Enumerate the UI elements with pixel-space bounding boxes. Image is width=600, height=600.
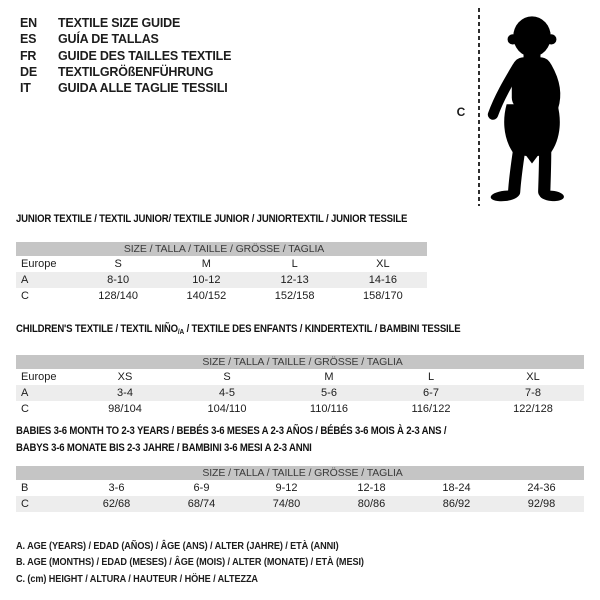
table-row-age-months bbox=[16, 480, 584, 496]
lang-code: ES bbox=[20, 32, 37, 47]
age-cell: 4-5 bbox=[176, 385, 278, 401]
size-header-row bbox=[16, 466, 584, 480]
junior-size-table bbox=[16, 242, 427, 304]
row-label: Europe bbox=[21, 258, 57, 270]
row-label: B bbox=[21, 482, 29, 494]
height-cell: 92/98 bbox=[499, 496, 584, 512]
size-cell: L bbox=[291, 258, 298, 270]
measurement-figure bbox=[450, 8, 598, 212]
age-cell: 12-18 bbox=[357, 482, 386, 494]
table-row-height bbox=[16, 496, 584, 512]
note-age-months: B. AGE (MONTHS) / EDAD (MESES) / ÂGE (MOIS) / ALTER (MONATE) / ETÀ (MESI) bbox=[16, 556, 364, 569]
babies-section bbox=[16, 423, 584, 512]
row-label: A bbox=[16, 385, 74, 401]
age-cell: 3-4 bbox=[74, 385, 176, 401]
size-cell: XL bbox=[526, 371, 540, 383]
height-cell: 80/86 bbox=[329, 496, 414, 512]
size-cell: M bbox=[324, 371, 334, 383]
size-header-row bbox=[16, 242, 427, 256]
age-cell: 24-36 bbox=[527, 482, 556, 494]
table-row-age bbox=[16, 272, 427, 288]
height-cell: 158/170 bbox=[362, 290, 403, 302]
title-part: / TEXTILE DES ENFANTS / KINDERTEXTIL / BAMBINI TESSILE bbox=[184, 323, 461, 335]
children-size-table bbox=[16, 355, 584, 417]
lang-row-fr bbox=[20, 48, 231, 64]
table-row-europe bbox=[16, 256, 427, 272]
lang-title: GUIDE DES TAILLES TEXTILE bbox=[58, 48, 232, 63]
baby-silhouette bbox=[485, 9, 579, 207]
lang-title: TEXTILGRÖßENFÜHRUNG bbox=[58, 65, 214, 80]
height-measure-label: C bbox=[456, 105, 466, 119]
size-cell: L bbox=[427, 371, 435, 383]
row-label: C bbox=[21, 290, 29, 302]
height-cell: 116/122 bbox=[411, 403, 451, 415]
babies-size-table bbox=[16, 466, 584, 512]
size-cell: XS bbox=[117, 371, 133, 383]
size-header-row bbox=[16, 355, 584, 369]
size-cell: XL bbox=[376, 258, 390, 270]
height-cell: 62/68 bbox=[74, 496, 159, 512]
note-height: C. (cm) HEIGHT / ALTURA / HAUTEUR / HÖHE / ALTEZZA bbox=[16, 572, 258, 585]
age-cell: 9-12 bbox=[275, 482, 298, 494]
age-cell: 3-6 bbox=[108, 482, 125, 494]
height-cell: 140/152 bbox=[186, 290, 227, 302]
age-cell: 12-13 bbox=[251, 272, 339, 288]
title-line-1: BABIES 3-6 MONTH TO 2-3 YEARS / BEBÉS 3-6 MESES A 2-3 AÑOS / BÉBÉS 3-6 MOIS À 2-3 ANS / bbox=[16, 425, 447, 437]
lang-row-de bbox=[20, 64, 231, 80]
title-line-2: BABYS 3-6 MONATE BIS 2-3 JAHRE / BAMBINI 3-6 MESI A 2-3 ANNI bbox=[16, 442, 312, 454]
lang-title: GUIDA ALLE TAGLIE TESSILI bbox=[58, 81, 228, 96]
note-age-years: A. AGE (YEARS) / EDAD (AÑOS) / ÂGE (ANS) / ALTER (JAHRE) / ETÀ (ANNI) bbox=[16, 540, 339, 552]
size-header-label: SIZE / TALLA / TAILLE / GRÖSSE / TAGLIA bbox=[16, 355, 584, 369]
height-measure-line bbox=[478, 8, 480, 206]
children-section bbox=[16, 323, 584, 417]
height-cell: 68/74 bbox=[159, 496, 244, 512]
row-label: A bbox=[16, 272, 74, 288]
table-row-height bbox=[16, 288, 427, 304]
children-section-title bbox=[16, 323, 510, 338]
age-cell: 7-8 bbox=[482, 385, 584, 401]
lang-code: DE bbox=[20, 65, 37, 80]
height-cell: 86/92 bbox=[414, 496, 499, 512]
row-label: Europe bbox=[21, 371, 57, 383]
size-cell: S bbox=[223, 371, 231, 383]
height-cell: 74/80 bbox=[244, 496, 329, 512]
title-part: CHILDREN'S TEXTILE / TEXTIL NIÑO bbox=[16, 323, 178, 335]
table-row-europe bbox=[16, 369, 584, 385]
lang-row-en bbox=[20, 15, 231, 31]
lang-code: IT bbox=[20, 81, 31, 96]
title-subscript: /A bbox=[177, 327, 185, 336]
age-cell: 6-7 bbox=[380, 385, 482, 401]
size-cell: S bbox=[114, 258, 122, 270]
age-cell: 10-12 bbox=[162, 272, 250, 288]
lang-row-es bbox=[20, 31, 231, 47]
table-row-age bbox=[16, 385, 584, 401]
height-cell: 128/140 bbox=[98, 290, 138, 302]
row-label: C bbox=[16, 496, 74, 512]
legend-notes bbox=[16, 538, 416, 587]
age-cell: 18-24 bbox=[442, 482, 471, 494]
size-header-label: SIZE / TALLA / TAILLE / GRÖSSE / TAGLIA bbox=[16, 242, 427, 256]
age-cell: 6-9 bbox=[193, 482, 210, 494]
lang-title: TEXTILE SIZE GUIDE bbox=[58, 16, 181, 31]
age-cell: 5-6 bbox=[278, 385, 380, 401]
height-cell: 152/158 bbox=[274, 290, 315, 302]
height-cell: 98/104 bbox=[108, 403, 142, 415]
lang-title: GUÍA DE TALLAS bbox=[58, 32, 159, 47]
age-cell: 8-10 bbox=[74, 272, 162, 288]
lang-code: FR bbox=[20, 48, 37, 63]
height-cell: 122/128 bbox=[513, 403, 553, 415]
row-label: C bbox=[21, 403, 29, 415]
junior-section bbox=[16, 213, 427, 304]
size-header-label: SIZE / TALLA / TAILLE / GRÖSSE / TAGLIA bbox=[16, 466, 584, 480]
lang-row-it bbox=[20, 80, 231, 96]
language-title-block bbox=[20, 15, 231, 96]
lang-code: EN bbox=[20, 16, 37, 31]
age-cell: 14-16 bbox=[339, 272, 427, 288]
height-cell: 110/116 bbox=[309, 403, 349, 415]
babies-section-title bbox=[16, 423, 584, 457]
height-cell: 104/110 bbox=[207, 403, 247, 415]
table-row-height bbox=[16, 401, 584, 417]
junior-section-title: JUNIOR TEXTILE / TEXTIL JUNIOR/ TEXTILE JUNIOR / JUNIORTEXTIL / JUNIOR TESSILE bbox=[16, 213, 408, 225]
size-cell: M bbox=[201, 258, 211, 270]
